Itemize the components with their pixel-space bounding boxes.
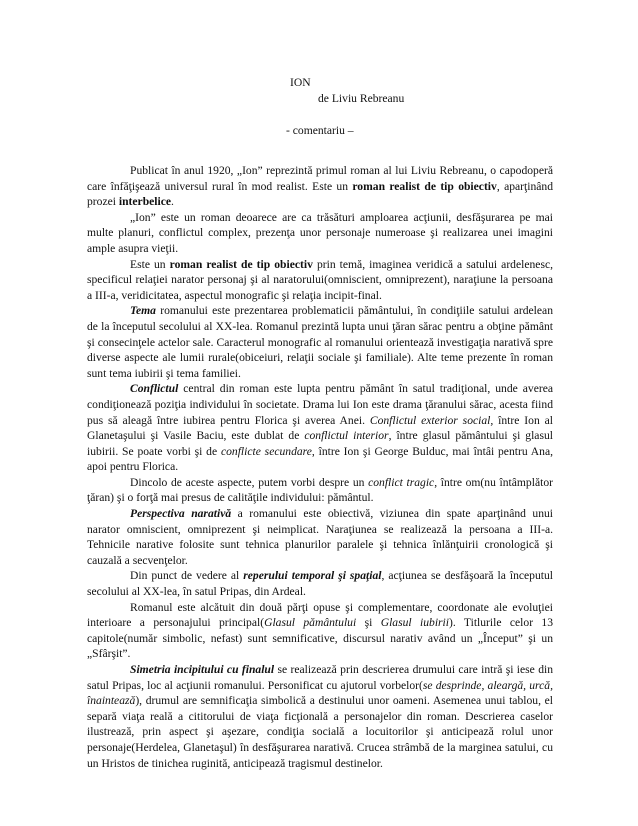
p6-text-a: Dincolo de aceste aspecte, putem vorbi despre un xyxy=(130,475,369,489)
p5-italic-g: conflicte secundare xyxy=(220,444,312,458)
p9-italic-d: Glasul iubirii xyxy=(380,616,449,630)
p8-bolditalic-b: reperului temporal şi spaţial xyxy=(243,569,382,583)
paragraph-8 xyxy=(87,568,553,599)
p1-bold-b: roman realist de tip obiectiv xyxy=(352,179,497,193)
p9-text-e: ). Titlurile celor 13 capitole(număr simbolic, nefast) sunt semnificative, discursul narativ având un „Început” şi un „Sfârşit”. xyxy=(87,616,554,661)
p5-bolditalic-a: Conflictul xyxy=(130,382,179,396)
p10-italic-c: se desprinde, aleargă, urcă, înaintează xyxy=(87,678,553,708)
p9-italic-b: Glasul pământului xyxy=(264,616,357,630)
p3-text-c: prin temă, imaginea veridică a satului ardelenesc, specificul relaţiei narator personaj şi al naratorului(omniscient, omniprezent), naraţiune la persoana a III-a, veridicitatea, aspectul monografic şi relaţia incipit-final. xyxy=(87,257,553,302)
p10-text-b: se realizează prin descrierea drumului care intră şi iese din satul Pripas, loc al acţiunii romanului. Personificat cu ajutorul vorbelor( xyxy=(87,663,554,692)
p7-bolditalic-a: Perspectiva narativă xyxy=(130,507,232,521)
p1-text-e: . xyxy=(171,195,174,209)
paragraph-4 xyxy=(87,303,553,381)
p6-text-c: , între om(nu întâmplător ţăran) şi o forţă mai presus de calităţile individului: pământul. xyxy=(87,475,553,505)
p5-text-h: , între Ion şi George Bulduc, mai întâi pentru Ana, apoi pentru Florica. xyxy=(87,444,553,474)
document-body xyxy=(87,163,553,771)
p3-text-a: Este un xyxy=(130,257,170,271)
paragraph-9 xyxy=(87,600,553,662)
p10-bolditalic-a: Simetria incipitului cu finalul xyxy=(130,663,275,676)
p8-text-a: Din punct de vedere al xyxy=(130,569,244,583)
p4-bolditalic-a: Tema xyxy=(130,304,156,318)
p9-text-c: şi xyxy=(356,616,381,630)
p7-text-b: a romanului este obiectivă, viziunea din spate aparţinând unui narator omniscient, omniprezent şi neimplicat. Naraţiunea se realizează la persoana a III-a. Tehnicile narative folosite sunt tehnica planurilor paralele şi tehnica înlănţuirii cronologică şi cauzală a secvenţelor. xyxy=(87,507,554,567)
paragraph-5 xyxy=(87,381,553,475)
p9-text-a: Romanul este alcătuit din două părţi opuse şi complementare, coordonate ale evoluţiei interioare a personajului principal( xyxy=(87,600,553,630)
paragraph-10 xyxy=(87,662,553,771)
document-subtitle: - comentariu – xyxy=(286,124,354,137)
p5-text-f: , între glasul pământului şi glasul iubirii. Se poate vorbi şi de xyxy=(87,429,553,458)
p5-text-d: între Ion al Glanetaşului şi Vasile Baciu, este dublat de xyxy=(87,413,553,443)
p5-italic-c: Conflictul exterior social, xyxy=(369,413,494,427)
p10-text-d: ), drumul are semnificaţia simbolică a destinului unor oameni. Asemenea unui tablou, el separă viaţa reală a cititorului de viaţa ficţională a personajelor din roman. Descrierea caselor ilustrează, prin aspect şi aşezare, condiţia socială a locuitorilor şi anticipează rolul unor personaje(Herdelea, Glanetaşul) în desfăşurarea narativă. Crucea strâmbă de la marginea satului, cu un Hristos de tinichea ruginită, anticipează tragismul destinelor. xyxy=(87,694,553,770)
document-author: de Liviu Rebreanu xyxy=(318,92,405,105)
paragraph-2: „Ion” este un roman deoarece are ca trăsături amploarea acţiunii, desfăşurarea pe mai multe planuri, conflictul complex, prezenţa unor personaje numeroase şi realizarea unei imagini ample asupra vieţii. xyxy=(87,210,553,255)
p4-text-b: romanului este prezentarea problematicii pământului, în condiţiile satului ardelean de la începutul secolului al XX-lea. Romanul prezintă lupta unui ţăran sărac pentru a obţine pământ şi consecinţele actelor sale. Caracterul monografic al romanului orientează investigaţia narativă spre diverse aspecte ale lumii rurale(obiceiuri, relaţii sociale şi familiale). Alte teme prezente în roman sunt tema iubirii şi tema familiei. xyxy=(87,304,553,380)
p8-text-c: , acţiunea se desfăşoară la începutul secolului al XX-lea, în satul Pripas, din Ardeal. xyxy=(87,569,554,599)
p1-text-a: Publicat în anul 1920, „Ion” reprezintă primul roman al lui Liviu Rebreanu, o capodoperă care înfăţişează universul rural în mod realist. Este un xyxy=(87,164,553,193)
paragraph-7 xyxy=(87,506,553,568)
paragraph-3 xyxy=(87,257,553,304)
paragraph-1 xyxy=(87,163,553,210)
p6-italic-b: conflict tragic xyxy=(368,475,435,489)
p1-bold-d: interbelice xyxy=(118,195,172,209)
p1-text-c: , aparţinând prozei xyxy=(87,179,553,209)
document-title: ION xyxy=(290,76,311,89)
p3-bold-b: roman realist de tip obiectiv xyxy=(169,257,313,271)
p5-text-b: central din roman este lupta pentru pământ în satul tradiţional, unde averea condiţionează poziţia individului în societate. Drama lui Ion este drama ţăranului sărac, acesta fiind pus să aleagă între iubirea pentru Florica şi averea Anei. xyxy=(87,382,553,427)
paragraph-6 xyxy=(87,475,553,506)
p5-italic-e: conflictul interior xyxy=(304,429,389,443)
